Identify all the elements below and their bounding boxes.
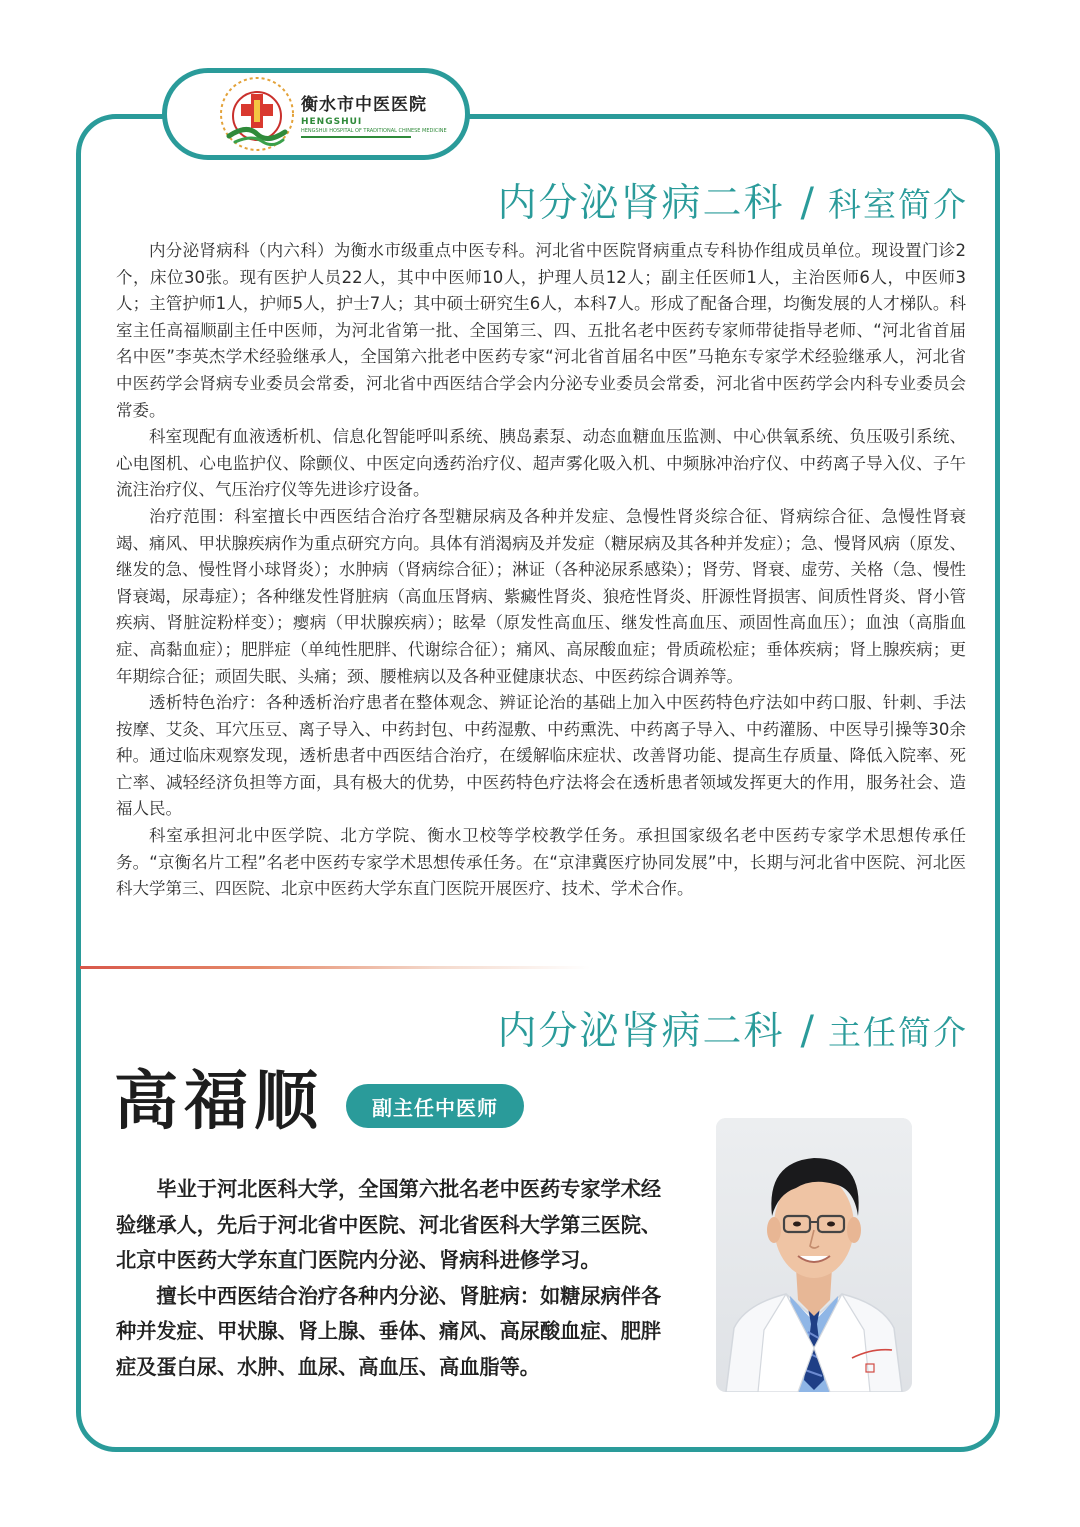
hospital-logo-badge — [162, 68, 470, 160]
logo-underline — [301, 136, 411, 138]
dept-intro-heading-sub: 科室简介 — [828, 185, 968, 224]
section-divider — [80, 966, 590, 969]
doctor-portrait-illustration — [716, 1118, 912, 1392]
dept-intro-body — [116, 238, 966, 903]
director-intro-heading — [497, 1000, 969, 1054]
dept-intro-paragraph: 透析特色治疗：各种透析治疗患者在整体观念、辨证论治的基础上加入中医药特色疗法如中药口服、针刺、手法按摩、艾灸、耳穴压豆、离子导入、中药封包、中药湿敷、中药熏洗、中药离子导入、中药灌肠、中医导引操等30余种。通过临床观察发现，透析患者中西医结合治疗，在缓解临床症状、改善肾功能、提高生存质量、降低入院率、死亡率、减轻经济负担等方面，具有极大的优势，中医药特色疗法将会在透析患者领域发挥更大的作用，服务社会、造福人民。 — [116, 693, 966, 819]
dept-intro-paragraph: 科室现配有血液透析机、信息化智能呼叫系统、胰岛素泵、动态血糖血压监测、中心供氧系统、负压吸引系统、心电图机、心电监护仪、除颤仪、中医定向透药治疗仪、超声雾化吸入机、中频脉冲治疗仪、中药离子导入仪、子午流注治疗仪、气压治疗仪等先进诊疗设备。 — [116, 427, 966, 500]
director-intro-heading-sub: 主任简介 — [828, 1013, 968, 1052]
director-intro-heading-slash: / — [800, 1008, 814, 1054]
hospital-emblem-icon — [217, 74, 297, 154]
dept-intro-heading-main: 内分泌肾病二科 — [497, 181, 785, 226]
dept-intro-heading — [497, 172, 969, 226]
doctor-portrait — [716, 1118, 912, 1392]
doctor-bio-paragraph: 毕业于河北医科大学，全国第六批名老中医药专家学术经验继承人，先后于河北省中医院、河北省医科大学第三医院、北京中医药大学东直门医院内分泌、肾病科进修学习。 — [116, 1177, 662, 1272]
dept-intro-paragraph: 治疗范围：科室擅长中西医结合治疗各型糖尿病及各种并发症、急慢性肾炎综合征、肾病综合征、急慢性肾衰竭、痛风、甲状腺疾病作为重点研究方向。具体有消渴病及并发症（糖尿病及其各种并发症）；急、慢肾风病（原发、继发的急、慢性肾小球肾炎）；水肿病（肾病综合征）；淋证（各种泌尿系感染）；肾劳、肾衰、虚劳、关格（急、慢性肾衰竭，尿毒症）；各种继发性肾脏病（高血压肾病、紫癜性肾炎、狼疮性肾炎、肝源性肾损害、间质性肾炎、肾小管疾病、肾脏淀粉样变）；瘿病（甲状腺疾病）；眩晕（原发性高血压、继发性高血压、顽固性高血压）；血浊（高脂血症、高黏血症）；肥胖症（单纯性肥胖、代谢综合征）；痛风、高尿酸血症；骨质疏松症；垂体疾病；肾上腺疾病；更年期综合征；顽固失眠、头痛；颈、腰椎病以及各种亚健康状态、中医药综合调养等。 — [116, 506, 966, 686]
hospital-name-en: HENGSHUI — [301, 117, 363, 127]
hospital-name-en-sub: HENGSHUI HOSPITAL OF TRADITIONAL CHINESE MEDICINE — [301, 128, 447, 134]
dept-intro-paragraph: 科室承担河北中医学院、北方学院、衡水卫校等学校教学任务。承担国家级名老中医药专家学术思想传承任务。“京衡名片工程”名老中医药专家学术思想传承任务。在“京津冀医疗协同发展”中，长期与河北省中医院、河北医科大学第三、四医院、北京中医药大学东直门医院开展医疗、技术、学术合作。 — [116, 826, 966, 899]
dept-intro-heading-slash: / — [800, 180, 814, 226]
doctor-name: 高福顺 — [114, 1065, 324, 1139]
director-intro-heading-main: 内分泌肾病二科 — [497, 1009, 785, 1054]
doctor-title-badge: 副主任中医师 — [346, 1084, 524, 1128]
hospital-name-cn: 衡水市中医医院 — [301, 95, 427, 115]
doctor-bio-paragraph: 擅长中西医结合治疗各种内分泌、肾脏病：如糖尿病伴各种并发症、甲状腺、肾上腺、垂体、痛风、高尿酸血症、肥胖症及蛋白尿、水肿、血尿、高血压、高血脂等。 — [116, 1283, 662, 1379]
doctor-bio — [116, 1172, 672, 1385]
dept-intro-paragraph: 内分泌肾病科（内六科）为衡水市级重点中医专科。河北省中医院肾病重点专科协作组成员单位。现设置门诊2个，床位30张。现有医护人员22人，其中中医师10人，护理人员12人；副主任医师1人，主治医师6人，中医师3人；主管护师1人，护师5人，护士7人；其中硕士研究生6人，本科7人。形成了配备合理，均衡发展的人才梯队。科室主任高福顺副主任中医师，为河北省第一批、全国第三、四、五批名老中医药专家师带徒指导老师、“河北省首届名中医”李英杰学术经验继承人，全国第六批老中医药专家“河北省首届名中医”马艳东专家学术经验继承人，河北省中医药学会肾病专业委员会常委，河北省中西医结合学会内分泌专业委员会常委，河北省中医药学会内科专业委员会常委。 — [116, 241, 966, 420]
